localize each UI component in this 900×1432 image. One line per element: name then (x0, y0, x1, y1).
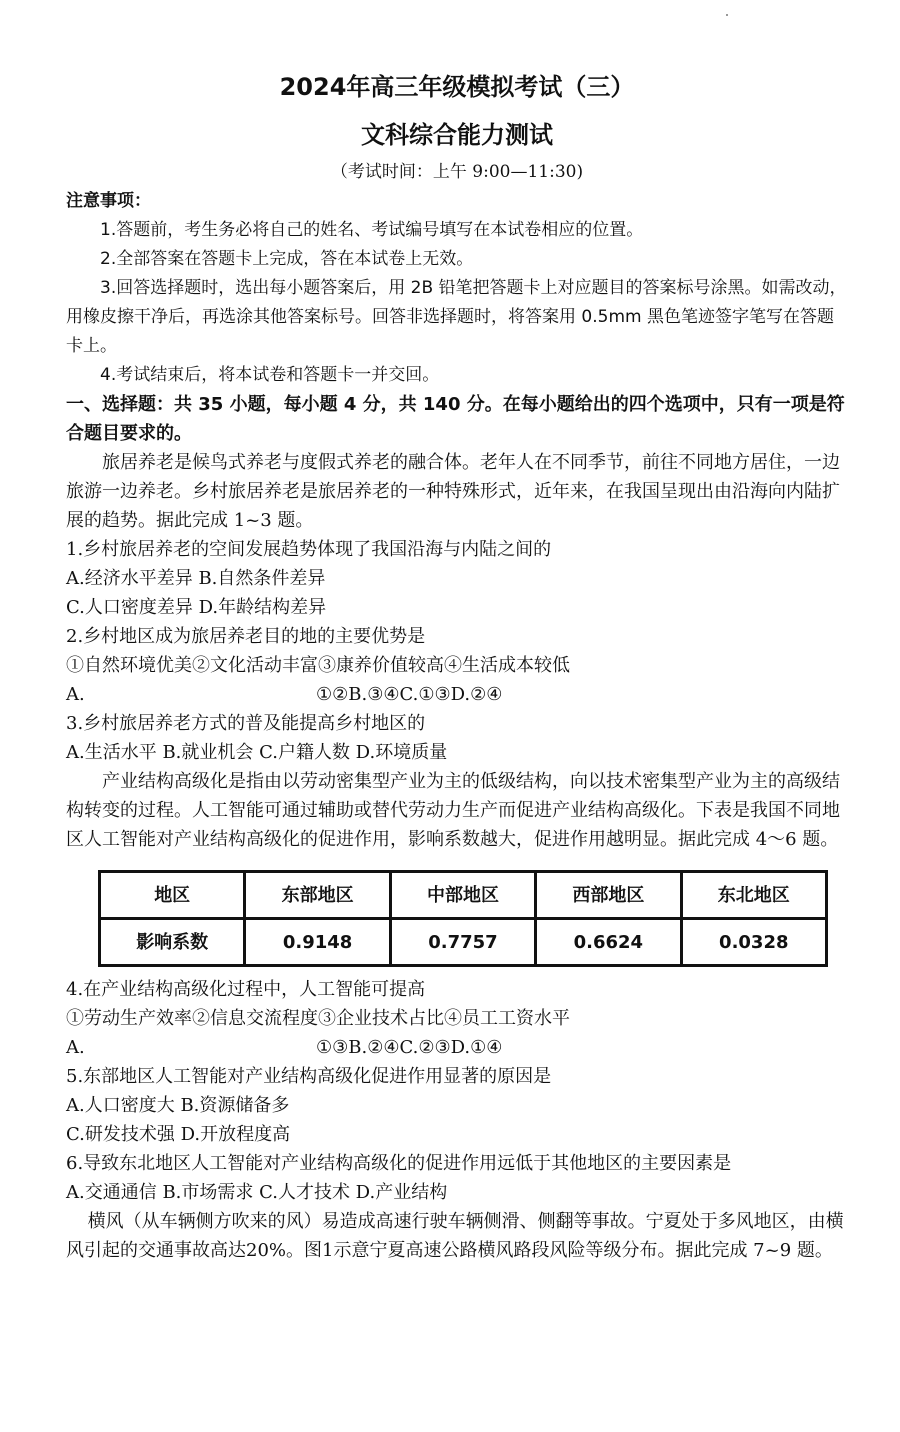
question-5-options-cd: C.研发技术强 D.开放程度高 (66, 1124, 291, 1145)
options-rest: ①②B.③④C.①③D.②④ (316, 684, 503, 705)
table-cell: 东北地区 (681, 872, 826, 919)
question-2-options (66, 680, 848, 709)
table-row (100, 919, 827, 966)
table-header-row (100, 872, 827, 919)
exam-time: （考试时间：上午 9:00—11:30) (330, 162, 584, 182)
option-a-label: A. (66, 1037, 85, 1058)
question-5-options-ab: A.人口密度大 B.资源储备多 (66, 1095, 290, 1116)
notice-item: 3.回答选择题时，选出每小题答案后，用 2B 铅笔把答题卡上对应题目的答案标号涂黑。如需改动，用橡皮擦干净后，再选涂其他答案标号。回答非选择题时，将答案用 0.5mm 黑色笔迹签字笔写在答题卡上。 (66, 278, 847, 356)
options-rest: ①③B.②④C.②③D.①④ (316, 1037, 503, 1058)
passage-1: 旅居养老是候鸟式养老与度假式养老的融合体。老年人在不同季节，前往不同地方居住，一边旅游一边养老。乡村旅居养老是旅居养老的一种特殊形式，近年来，在我国呈现出由沿海向内陆扩展的趋势。据此完成 1~3 题。 (66, 452, 840, 531)
question-2-stem: 2.乡村地区成为旅居养老目的地的主要优势是 (66, 626, 426, 647)
question-1-options-ab: A.经济水平差异 B.自然条件差异 (66, 568, 326, 589)
notice-heading: 注意事项： (66, 191, 151, 211)
question-6-stem: 6.导致东北地区人工智能对产业结构高级化的促进作用远低于其他地区的主要因素是 (66, 1153, 732, 1174)
table-cell: 0.9148 (245, 919, 390, 966)
table-cell: 地区 (100, 872, 245, 919)
table-cell: 西部地区 (536, 872, 681, 919)
notice-section (66, 187, 848, 390)
question-3-options: A.生活水平 B.就业机会 C.户籍人数 D.环境质量 (66, 742, 448, 763)
question-6-options: A.交通通信 B.市场需求 C.人才技术 D.产业结构 (66, 1182, 448, 1203)
exam-subtitle: 文科综合能力测试 (361, 121, 553, 149)
section-heading: 一、选择题：共 35 小题，每小题 4 分，共 140 分。在每小题给出的四个选项中，只有一项是符合题目要求的。 (66, 394, 845, 444)
question-5-stem: 5.东部地区人工智能对产业结构高级化促进作用显著的原因是 (66, 1066, 552, 1087)
exam-title: 2024年高三年级模拟考试（三） (279, 73, 635, 101)
question-1-options-cd: C.人口密度差异 D.年龄结构差异 (66, 597, 327, 618)
table-cell: 东部地区 (245, 872, 390, 919)
table-cell: 影响系数 (100, 919, 245, 966)
scan-speck (726, 14, 728, 16)
notice-item: 2.全部答案在答题卡上完成，答在本试卷上无效。 (100, 249, 474, 269)
question-1-stem: 1.乡村旅居养老的空间发展趋势体现了我国沿海与内陆之间的 (66, 539, 552, 560)
table-cell: 0.7757 (390, 919, 535, 966)
table-cell: 中部地区 (390, 872, 535, 919)
question-4-options (66, 1033, 848, 1062)
notice-item: 4.考试结束后，将本试卷和答题卡一并交回。 (100, 365, 440, 385)
table-cell: 0.0328 (681, 919, 826, 966)
passage-3: 横风（从车辆侧方吹来的风）易造成高速行驶车辆侧滑、侧翻等事故。宁夏处于多风地区，由横风引起的交通事故高达20%。图1示意宁夏高速公路横风路段风险等级分布。据此完成 7~9 题。 (66, 1211, 844, 1261)
impact-table (98, 870, 828, 967)
option-a-label: A. (66, 684, 85, 705)
passage-2: 产业结构高级化是指由以劳动密集型产业为主的低级结构，向以技术密集型产业为主的高级结构转变的过程。人工智能可通过辅助或替代劳动力生产而促进产业结构高级化。下表是我国不同地区人工智能对产业结构高级化的促进作用，影响系数越大，促进作用越明显。据此完成 4～6 题。 (66, 771, 840, 850)
table-cell: 0.6624 (536, 919, 681, 966)
question-4-items: ①劳动生产效率②信息交流程度③企业技术占比④员工工资水平 (66, 1008, 570, 1029)
question-3-stem: 3.乡村旅居养老方式的普及能提高乡村地区的 (66, 713, 426, 734)
notice-item: 1.答题前，考生务必将自己的姓名、考试编号填写在本试卷相应的位置。 (100, 220, 644, 240)
question-4-stem: 4.在产业结构高级化过程中，人工智能可提高 (66, 979, 426, 1000)
question-2-items: ①自然环境优美②文化活动丰富③康养价值较高④生活成本较低 (66, 655, 570, 676)
